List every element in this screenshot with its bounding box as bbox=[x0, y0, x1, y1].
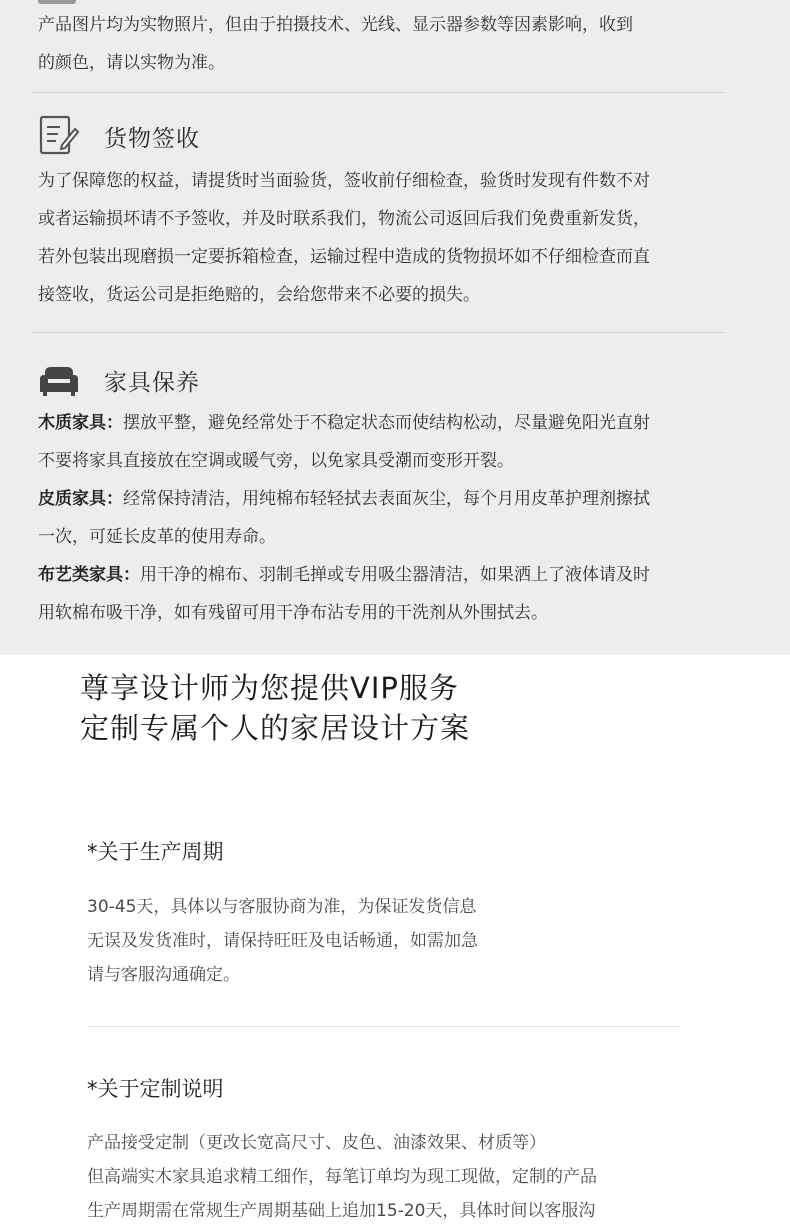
photo-notice: 产品图片均为实物照片，但由于拍摄技术、光线、显示器参数等因素影响，收到 的颜色，请以实物为准。 bbox=[38, 15, 633, 73]
divider bbox=[32, 92, 726, 93]
customization-body: 产品接受定制（更改长宽高尺寸、皮色、油漆效果、材质等） 但高端实木家具追求精工细作，每笔订单均为现工现做，定制的产品 生产周期需在常规生产周期基础上追加15-20天，具体时间以客服沟 bbox=[87, 1133, 597, 1221]
production-cycle-title: *关于生产周期 bbox=[87, 840, 224, 864]
production-cycle-body: 30-45天，具体以与客服协商为准，为保证发货信息 无误及发货准时，请保持旺旺及电话畅通，如需加急 请与客服沟通确定。 bbox=[87, 897, 478, 985]
leather-care-line: 皮质家具：经常保持清洁，用纯棉布轻轻拭去表面灰尘，每个月用皮革护理剂擦拭 bbox=[38, 489, 650, 509]
divider bbox=[88, 1026, 680, 1027]
customization-title: *关于定制说明 bbox=[87, 1077, 224, 1101]
divider bbox=[32, 332, 726, 333]
fabric-care-line: 布艺类家具：用干净的棉布、羽制毛掸或专用吸尘器清洁，如果洒上了液体请及时 bbox=[38, 565, 650, 585]
care-title: 家具保养 bbox=[104, 369, 200, 396]
receipt-body: 为了保障您的权益，请提货时当面验货，签收前仔细检查，验货时发现有件数不对 或者运输损坏请不予签收，并及时联系我们，物流公司返回后我们免费重新发货， 若外包装出现磨损一定要拆箱检查，运输过程中造成的货物损坏如不仔细检查而直 接签收，货运公司是拒绝赔的，会给您带来不必要的损失。 bbox=[38, 171, 650, 305]
sofa-icon bbox=[38, 359, 80, 401]
receipt-title: 货物签收 bbox=[104, 125, 200, 152]
care-section-header bbox=[38, 356, 200, 404]
receipt-section-header bbox=[38, 112, 200, 160]
care-body: 木质家具：摆放平整，避免经常处于不稳定状态而使结构松动，尽量避免阳光直射 不要将家具直接放在空调或暖气旁，以免家具受潮而变形开裂。 皮质家具：经常保持清洁，用纯棉布轻轻拭去表面灰尘，每个月用皮革护理剂擦拭 一次，可延长皮革的使用寿命。 布艺类家具：用干净的棉布、羽制毛掸或专用吸尘器清洁，如果洒上了液体请及时 用软棉布吸干净，如有残留可用干净布沾专用的干洗剂从外围拭去。 bbox=[38, 404, 738, 632]
wood-care-line: 木质家具：摆放平整，避免经常处于不稳定状态而使结构松动，尽量避免阳光直射 bbox=[38, 413, 650, 433]
top-icon-fragment bbox=[38, 0, 76, 4]
vip-promo-heading: 尊享设计师为您提供VIP服务 定制专属个人的家居设计方案 bbox=[80, 671, 471, 745]
signature-clipboard-icon bbox=[38, 115, 80, 157]
